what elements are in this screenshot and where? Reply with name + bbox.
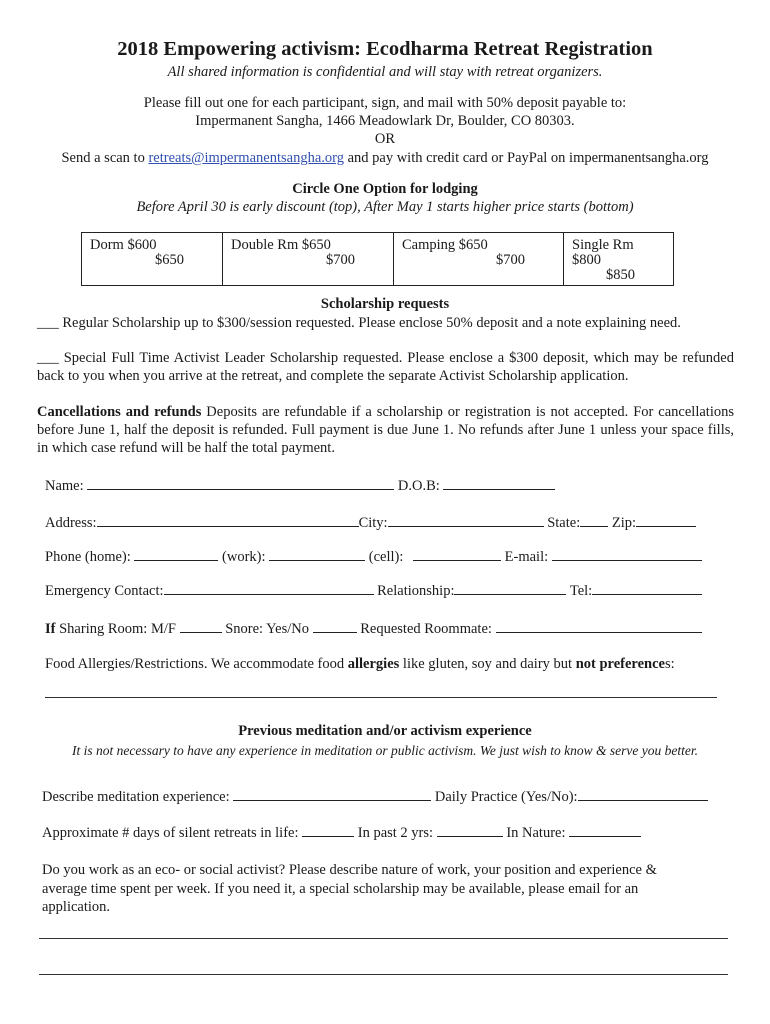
scholarship-special[interactable]: ___ Special Full Time Activist Leader Scholarship requested. Please enclose a $300 deposit, which may be refunded back to you when you arrive at the retreat, and complete the separate Activist Scholarship application.	[37, 350, 734, 384]
state-field[interactable]	[580, 512, 608, 527]
email-field[interactable]	[552, 546, 702, 561]
food-allergies-bold: allergies	[347, 656, 400, 672]
tel-field[interactable]	[592, 580, 702, 595]
name-dob-row	[45, 475, 555, 495]
past-2-yrs-label: In past 2 yrs:	[357, 825, 434, 841]
page-title: 2018 Empowering activism: Ecodharma Retreat Registration	[117, 38, 653, 60]
lodging-option-label: Double Rm $650	[231, 237, 331, 253]
relationship-field[interactable]	[454, 580, 566, 595]
instruction-line-4	[0, 150, 770, 167]
food-answer-line[interactable]	[45, 697, 717, 698]
address-field[interactable]	[97, 512, 359, 527]
daily-practice-label: Daily Practice (Yes/No):	[434, 789, 578, 805]
lodging-options-table	[81, 232, 674, 286]
page-subtitle: All shared information is confidential and will stay with retreat organizers.	[167, 64, 603, 80]
retreat-days-row	[42, 822, 641, 842]
phone-work-label: (work):	[222, 549, 266, 565]
city-label: City:	[358, 515, 388, 531]
address-row	[45, 512, 696, 532]
lodging-note: Before April 30 is early discount (top), After May 1 starts higher price starts (bottom)	[136, 199, 634, 215]
city-field[interactable]	[388, 512, 544, 527]
roommate-label: Requested Roommate:	[360, 621, 492, 637]
sharing-room-label: Sharing Room: M/F	[55, 621, 176, 637]
scholarship-regular[interactable]: ___ Regular Scholarship up to $300/session requested. Please enclose 50% deposit and a note explaining need.	[37, 315, 681, 331]
emergency-row	[45, 580, 702, 600]
activist-answer-line-2[interactable]	[39, 974, 728, 975]
food-text-2: like gluten, soy and dairy but	[399, 656, 576, 672]
food-row	[45, 656, 675, 673]
lodging-option-double[interactable]	[223, 233, 394, 286]
experience-note: It is not necessary to have any experience in meditation or public activism. We just wish to know & serve you better.	[72, 743, 698, 758]
food-not-preference-bold: not preference	[575, 656, 665, 672]
phone-work-field[interactable]	[269, 546, 365, 561]
dob-label: D.O.B:	[397, 478, 440, 494]
instruction-or: OR	[374, 131, 396, 147]
meditation-field[interactable]	[233, 786, 431, 801]
experience-heading: Previous meditation and/or activism experience	[238, 723, 532, 739]
lodging-option-late-price: $850	[606, 267, 635, 283]
lodging-option-label: Dorm $600	[90, 237, 157, 253]
address-label: Address:	[45, 515, 97, 531]
activist-answer-line-1[interactable]	[39, 938, 728, 939]
lodging-option-dorm[interactable]	[82, 233, 223, 286]
phone-cell-label: (cell):	[368, 549, 404, 565]
email-link[interactable]: retreats@impermanentsangha.org	[148, 150, 344, 166]
zip-label: Zip:	[611, 515, 637, 531]
instruction-line-2: Impermanent Sangha, 1466 Meadowlark Dr, Boulder, CO 80303.	[195, 113, 575, 129]
retreat-days-label: Approximate # days of silent retreats in life:	[42, 825, 299, 841]
dob-field[interactable]	[443, 475, 555, 490]
meditation-row	[42, 786, 708, 806]
sharing-row	[45, 618, 702, 638]
lodging-option-late-price: $700	[496, 252, 525, 268]
lodging-heading: Circle One Option for lodging	[292, 181, 478, 197]
past-2-yrs-field[interactable]	[437, 822, 503, 837]
zip-field[interactable]	[636, 512, 696, 527]
phone-cell-field[interactable]	[413, 546, 501, 561]
instruction-send-text: Send a scan to	[61, 150, 149, 166]
nature-label: In Nature:	[506, 825, 566, 841]
state-label: State:	[547, 515, 581, 531]
retreat-days-field[interactable]	[302, 822, 354, 837]
email-label: E-mail:	[504, 549, 549, 565]
scholarship-heading: Scholarship requests	[320, 296, 450, 312]
phone-home-field[interactable]	[134, 546, 218, 561]
meditation-label: Describe meditation experience:	[42, 789, 230, 805]
instruction-line-1: Please fill out one for each participant, sign, and mail with 50% deposit payable to:	[143, 95, 627, 111]
lodging-option-label: Single Rm $800	[572, 237, 634, 268]
snore-field[interactable]	[313, 618, 357, 633]
activist-question: Do you work as an eco- or social activist? Please describe nature of work, your position and experience & average time spent per week. If you need it, a special scholarship may be available, please email for an application.	[42, 862, 657, 915]
sharing-room-field[interactable]	[180, 618, 222, 633]
lodging-option-camping[interactable]	[394, 233, 564, 286]
relationship-label: Relationship:	[377, 583, 455, 599]
lodging-option-label: Camping $650	[402, 237, 488, 253]
food-text-1: Food Allergies/Restrictions. We accommodate food	[45, 656, 348, 672]
snore-label: Snore: Yes/No	[225, 621, 309, 637]
instruction-pay-text: and pay with credit card or PayPal on impermanentsangha.org	[343, 150, 709, 166]
name-field[interactable]	[87, 475, 394, 490]
emergency-contact-field[interactable]	[164, 580, 374, 595]
tel-label: Tel:	[569, 583, 593, 599]
cancellations-paragraph	[37, 403, 734, 457]
phone-row	[45, 546, 702, 566]
cancellations-text: Deposits are refundable if a scholarship or registration is not accepted. For cancellations before June 1, half the deposit is refunded. Full payment is due June 1. No refunds after June 1 unless your space fills, in which case refund will be half the total payment.	[37, 404, 734, 456]
cancellations-heading: Cancellations and refunds	[37, 404, 202, 420]
name-label: Name:	[45, 478, 84, 494]
if-label: If	[45, 621, 56, 637]
phone-home-label: Phone (home):	[45, 549, 131, 565]
food-text-3: s:	[664, 656, 675, 672]
nature-field[interactable]	[569, 822, 641, 837]
lodging-option-late-price: $700	[326, 252, 355, 268]
roommate-field[interactable]	[496, 618, 702, 633]
lodging-option-single[interactable]	[564, 233, 674, 286]
daily-practice-field[interactable]	[578, 786, 708, 801]
emergency-contact-label: Emergency Contact:	[45, 583, 164, 599]
lodging-option-late-price: $650	[155, 252, 184, 268]
